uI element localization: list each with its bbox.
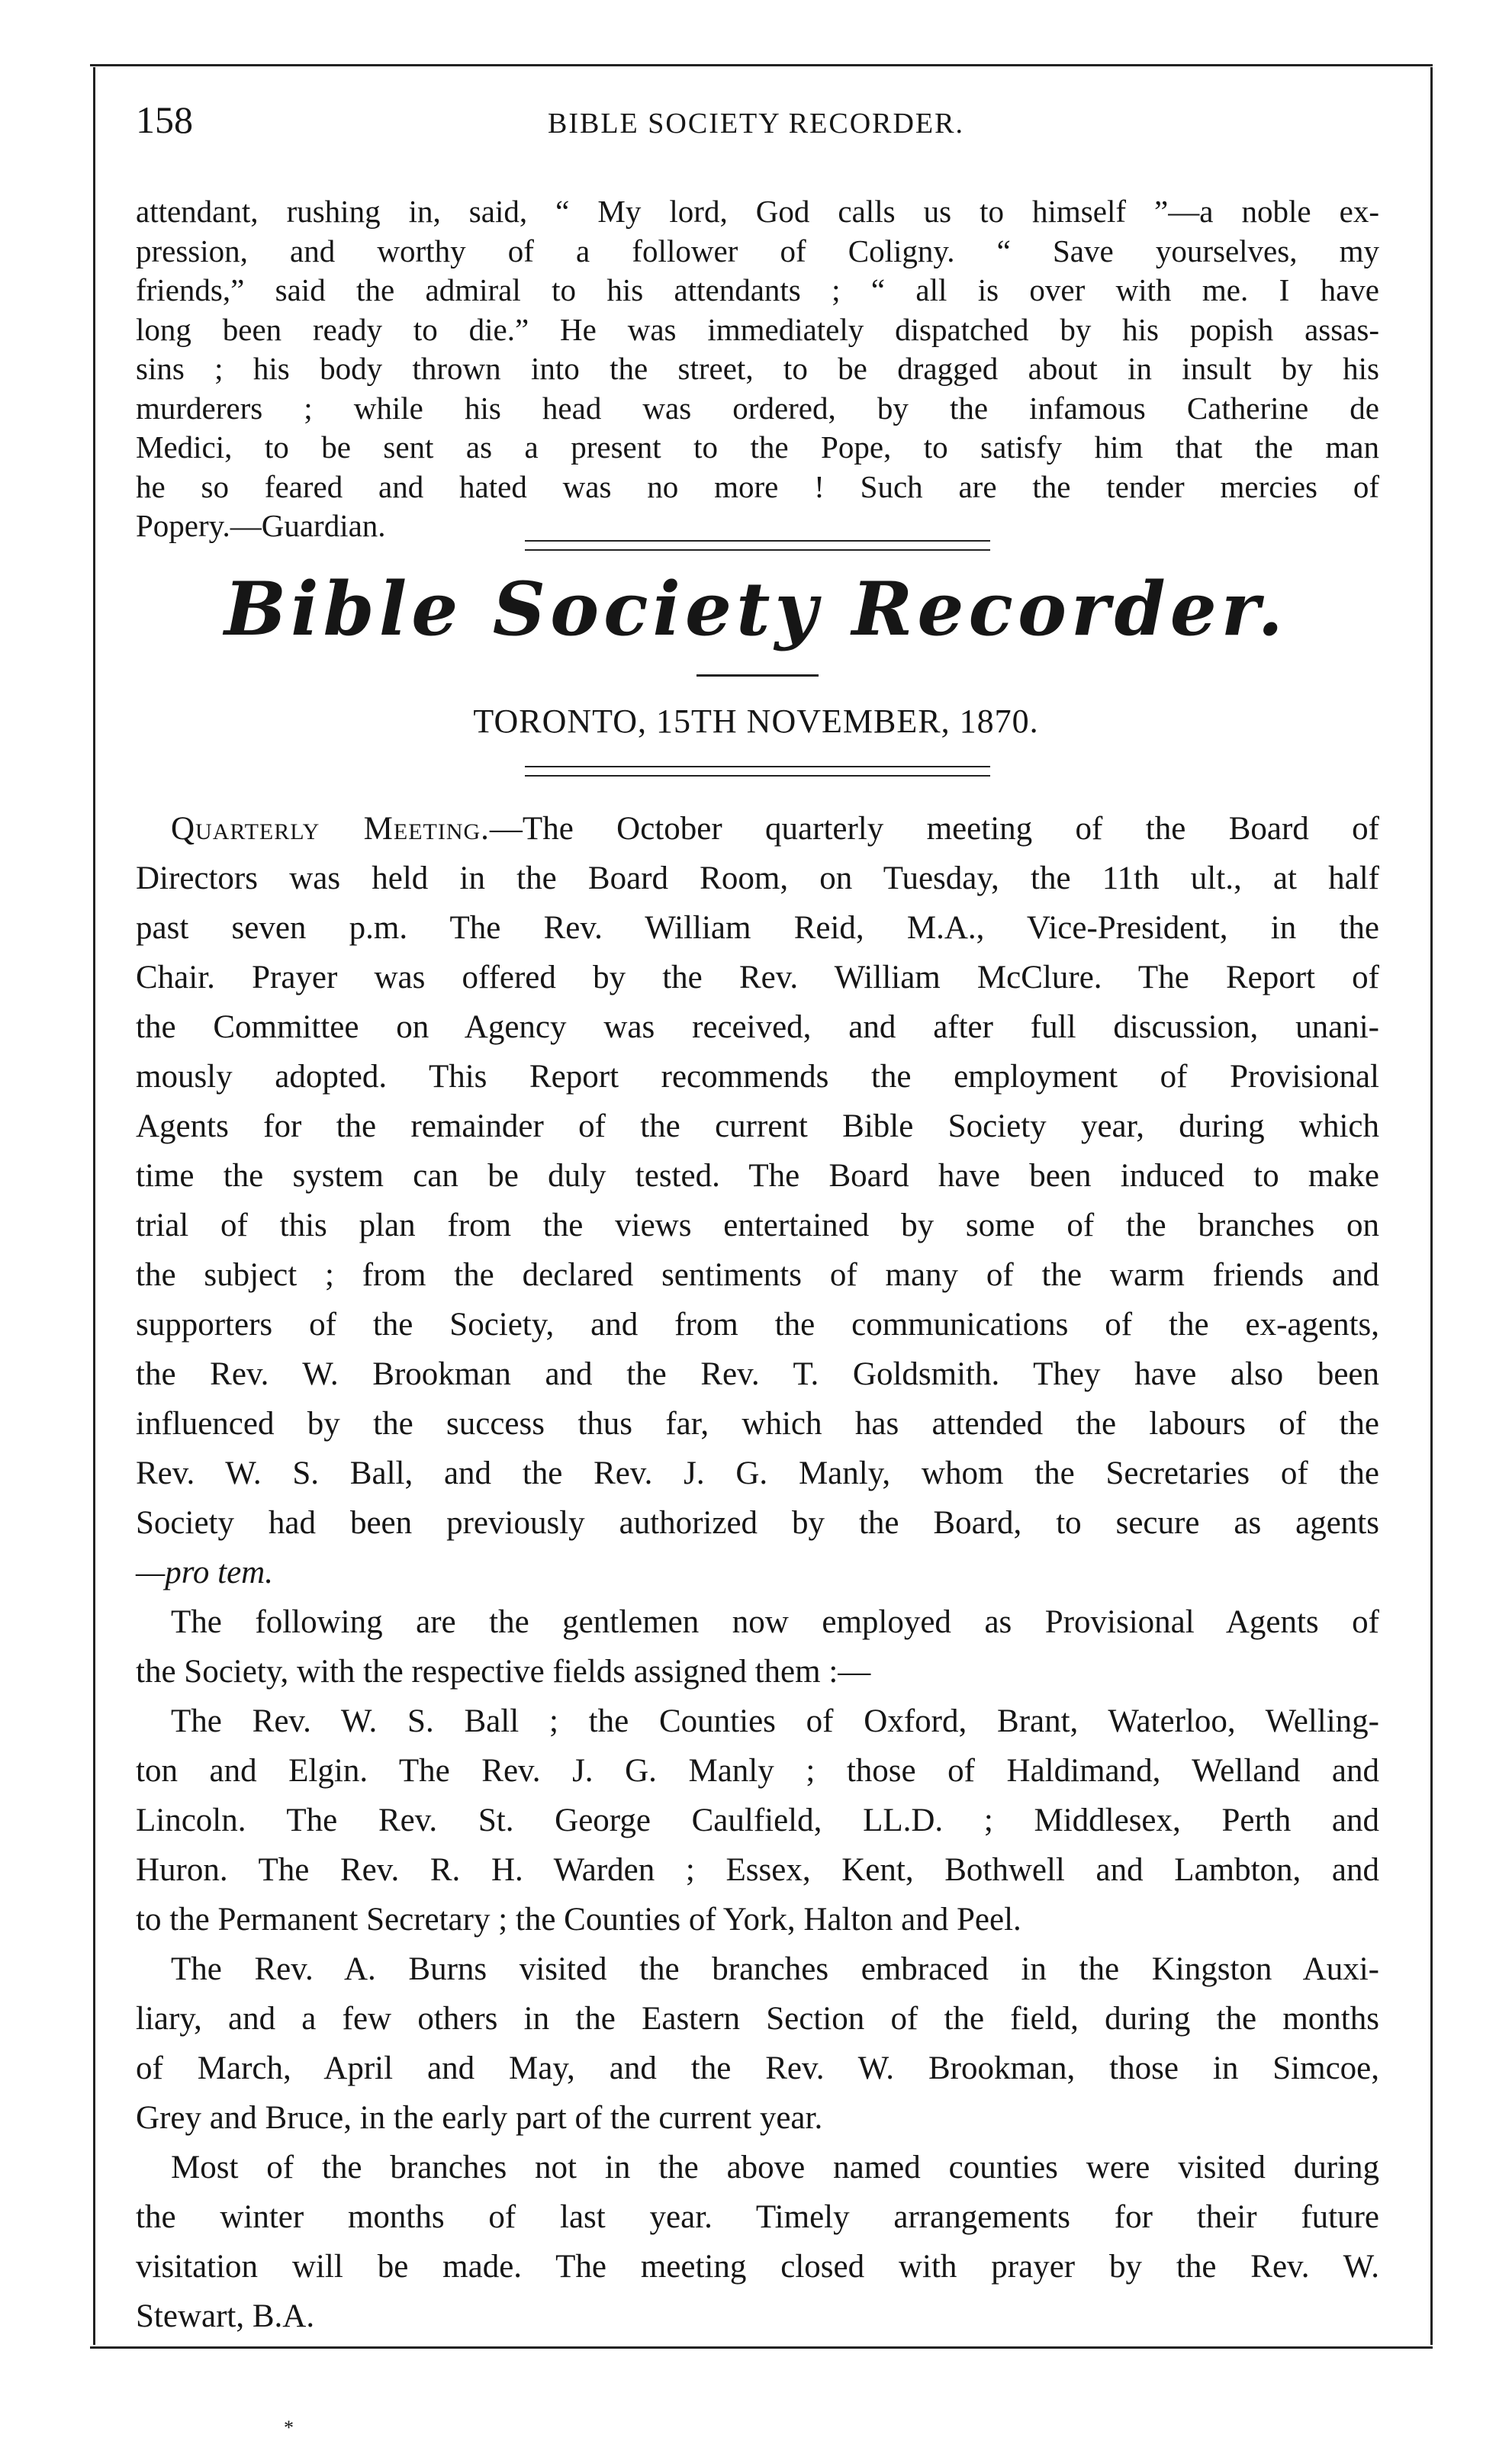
text-line: trial of this plan from the views entertained by some of the branches on: [136, 1208, 1379, 1243]
text-line: The Rev. A. Burns visited the branches embraced in the Kingston Auxi-: [171, 1951, 1379, 1987]
running-title: BIBLE SOCIETY RECORDER.: [548, 108, 964, 140]
text-line: of March, April and May, and the Rev. W. Brookman, those in Simcoe,: [136, 2050, 1379, 2086]
text-line: visitation will be made. The meeting closed with prayer by the Rev. W.: [136, 2249, 1379, 2285]
text-line: Society had been previously authorized by the Board, to secure as agents: [136, 1505, 1379, 1541]
text-line: sins ; his body thrown into the street, to be dragged about in insult by his: [136, 351, 1379, 386]
text-line-content: —The October quarterly meeting of the Board of: [489, 811, 1379, 847]
text-line: Stewart, B.A.: [136, 2298, 315, 2334]
text-line: supporters of the Society, and from the communications of the ex-agents,: [136, 1307, 1379, 1343]
text-line: liary, and a few others in the Eastern Section of the field, during the months: [136, 2001, 1379, 2037]
text-line: long been ready to die.” He was immediately dispatched by his popish assas-: [136, 311, 1379, 347]
previous-article-text: [136, 192, 1379, 546]
text-line: the subject ; from the declared sentiments of many of the warm friends and: [136, 1257, 1379, 1293]
text-line: [136, 804, 1379, 854]
text-line: friends,” said the admiral to his attendants ; “ all is over with me. I have: [136, 272, 1379, 307]
double-rule-above-masthead: [525, 540, 990, 551]
text-line: the Committee on Agency was received, and after full discussion, unani-: [136, 1009, 1379, 1045]
text-line: Chair. Prayer was offered by the Rev. William McClure. The Report of: [136, 960, 1379, 995]
text-line: time the system can be duly tested. The Board have been induced to make: [136, 1158, 1379, 1194]
text-line: he so feared and hated was no more ! Such are the tender mercies of: [136, 468, 1379, 504]
text-line: mously adopted. This Report recommends the employment of Provisional: [136, 1059, 1379, 1095]
footer-mark: *: [284, 2417, 294, 2439]
short-rule: [696, 674, 819, 677]
text-line: The Rev. W. S. Ball ; the Counties of Oxford, Brant, Waterloo, Welling-: [171, 1703, 1379, 1739]
text-line: the winter months of last year. Timely arrangements for their future: [136, 2199, 1379, 2235]
double-rule-below-dateline: [525, 766, 990, 777]
masthead-title: Bible Society Recorder.: [224, 566, 1288, 652]
text-line: Popery.—Guardian.: [136, 508, 386, 543]
dateline: TORONTO, 15TH NOVEMBER, 1870.: [473, 703, 1039, 740]
text-line: the Society, with the respective fields assigned them :—: [136, 1654, 871, 1690]
text-line: Medici, to be sent as a present to the Pope, to satisfy him that the man: [136, 429, 1379, 465]
text-line: Lincoln. The Rev. St. George Caulfield, LL.D. ; Middlesex, Perth and: [136, 1803, 1379, 1838]
text-line: Grey and Bruce, in the early part of the current year.: [136, 2100, 823, 2136]
section-heading: Quarterly Meeting.: [171, 811, 490, 847]
article-body: [136, 804, 1379, 2341]
text-line: Huron. The Rev. R. H. Warden ; Essex, Kent, Bothwell and Lambton, and: [136, 1852, 1379, 1888]
text-line: influenced by the success thus far, which has attended the labours of the: [136, 1406, 1379, 1442]
text-line: ton and Elgin. The Rev. J. G. Manly ; those of Haldimand, Welland and: [136, 1753, 1379, 1789]
text-line: attendant, rushing in, said, “ My lord, God calls us to himself ”—a noble ex-: [136, 194, 1379, 229]
bottom-border-rule: [90, 2346, 1433, 2349]
text-line: murderers ; while his head was ordered, by the infamous Catherine de: [136, 390, 1379, 426]
page-number: 158: [136, 98, 193, 141]
text-line: —pro tem.: [136, 1555, 273, 1590]
text-line: Agents for the remainder of the current Bible Society year, during which: [136, 1108, 1379, 1144]
text-line: Directors was held in the Board Room, on Tuesday, the 11th ult., at half: [136, 860, 1379, 896]
text-line: Most of the branches not in the above named counties were visited during: [171, 2150, 1379, 2185]
text-line: pression, and worthy of a follower of Coligny. “ Save yourselves, my: [136, 233, 1379, 269]
top-border-rule: [90, 64, 1433, 66]
text-line: The following are the gentlemen now employed as Provisional Agents of: [171, 1604, 1379, 1640]
text-line: to the Permanent Secretary ; the Counties of York, Halton and Peel.: [136, 1902, 1021, 1938]
text-line: past seven p.m. The Rev. William Reid, M.A., Vice-President, in the: [136, 910, 1379, 946]
text-line: the Rev. W. Brookman and the Rev. T. Goldsmith. They have also been: [136, 1356, 1379, 1392]
text-line: Rev. W. S. Ball, and the Rev. J. G. Manly, whom the Secretaries of the: [136, 1455, 1379, 1491]
